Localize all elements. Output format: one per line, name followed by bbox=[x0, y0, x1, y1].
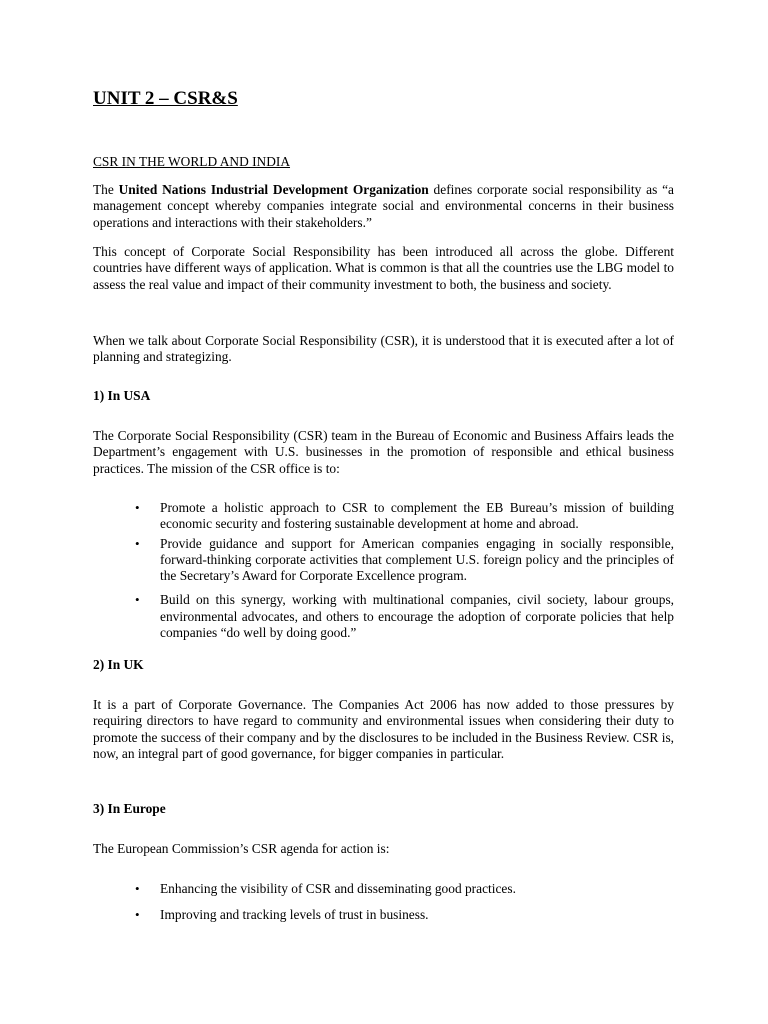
list-item bbox=[93, 907, 674, 923]
paragraph-europe: The European Commission’s CSR agenda for action is: bbox=[93, 841, 390, 856]
europe-bullet-list bbox=[93, 881, 674, 924]
subheading-usa: 1) In USA bbox=[93, 388, 151, 403]
list-item-text: Promote a holistic approach to CSR to complement the EB Bureau’s mission of building economic security and fostering sustainable development at home and abroad. bbox=[160, 500, 674, 532]
section-heading: CSR IN THE WORLD AND INDIA bbox=[93, 154, 291, 169]
subheading-uk: 2) In UK bbox=[93, 657, 144, 672]
organization-name: United Nations Industrial Development Organization bbox=[118, 182, 429, 197]
list-item-text: Build on this synergy, working with multinational companies, civil society, labour groups, environmental advocates, and others to encourage the adoption of corporate policies that help companies “do well by doing good.” bbox=[160, 592, 674, 641]
list-item bbox=[93, 536, 674, 585]
usa-bullet-list bbox=[93, 500, 674, 641]
bullet-icon: • bbox=[135, 907, 140, 923]
page-title: UNIT 2 – CSR&S bbox=[93, 88, 238, 109]
list-item-text: Provide guidance and support for American companies engaging in socially responsible, forward-thinking corporate activities that complement U.S. foreign policy and the principles of the Secretary’s Award for Corporate Excellence program. bbox=[160, 535, 674, 584]
list-item bbox=[93, 500, 674, 533]
paragraph-planning: When we talk about Corporate Social Responsibility (CSR), it is understood that it is executed after a lot of planning and strategizing. bbox=[93, 333, 674, 365]
bullet-icon: • bbox=[135, 592, 140, 608]
paragraph-unido-definition bbox=[93, 182, 674, 231]
bullet-icon: • bbox=[135, 881, 140, 896]
paragraph-global-concept: This concept of Corporate Social Responsibility has been introduced all across the globe. Different countries have different ways of application. What is common is that all the countries use the LBG model to assess the real value and impact of their community investment to both, the business and society. bbox=[93, 244, 674, 292]
subheading-europe: 3) In Europe bbox=[93, 801, 166, 816]
list-item-text: Improving and tracking levels of trust in business. bbox=[160, 907, 429, 923]
paragraph-uk: It is a part of Corporate Governance. The Companies Act 2006 has now added to those pressures by requiring directors to have regard to community and environmental issues when considering their duty to promote the success of their company and by the disclosures to be included in the Business Review. CSR is, now, an integral part of good governance, for bigger companies in particular. bbox=[93, 697, 674, 761]
bullet-icon: • bbox=[135, 535, 140, 551]
bullet-icon: • bbox=[135, 500, 140, 515]
list-item-text: Enhancing the visibility of CSR and disseminating good practices. bbox=[160, 881, 516, 896]
paragraph-usa: The Corporate Social Responsibility (CSR) team in the Bureau of Economic and Business Affairs leads the Department’s engagement with U.S. businesses in the promotion of responsible and ethical business practices. The mission of the CSR office is to: bbox=[93, 428, 674, 476]
list-item bbox=[93, 881, 674, 897]
list-item bbox=[93, 592, 674, 641]
paragraph-rest: defines corporate social responsibility as “a management concept whereby companies integrate social and environmental concerns in their business operations and interactions with their stakeholders.” bbox=[93, 182, 674, 230]
paragraph-lead: The bbox=[93, 182, 119, 197]
